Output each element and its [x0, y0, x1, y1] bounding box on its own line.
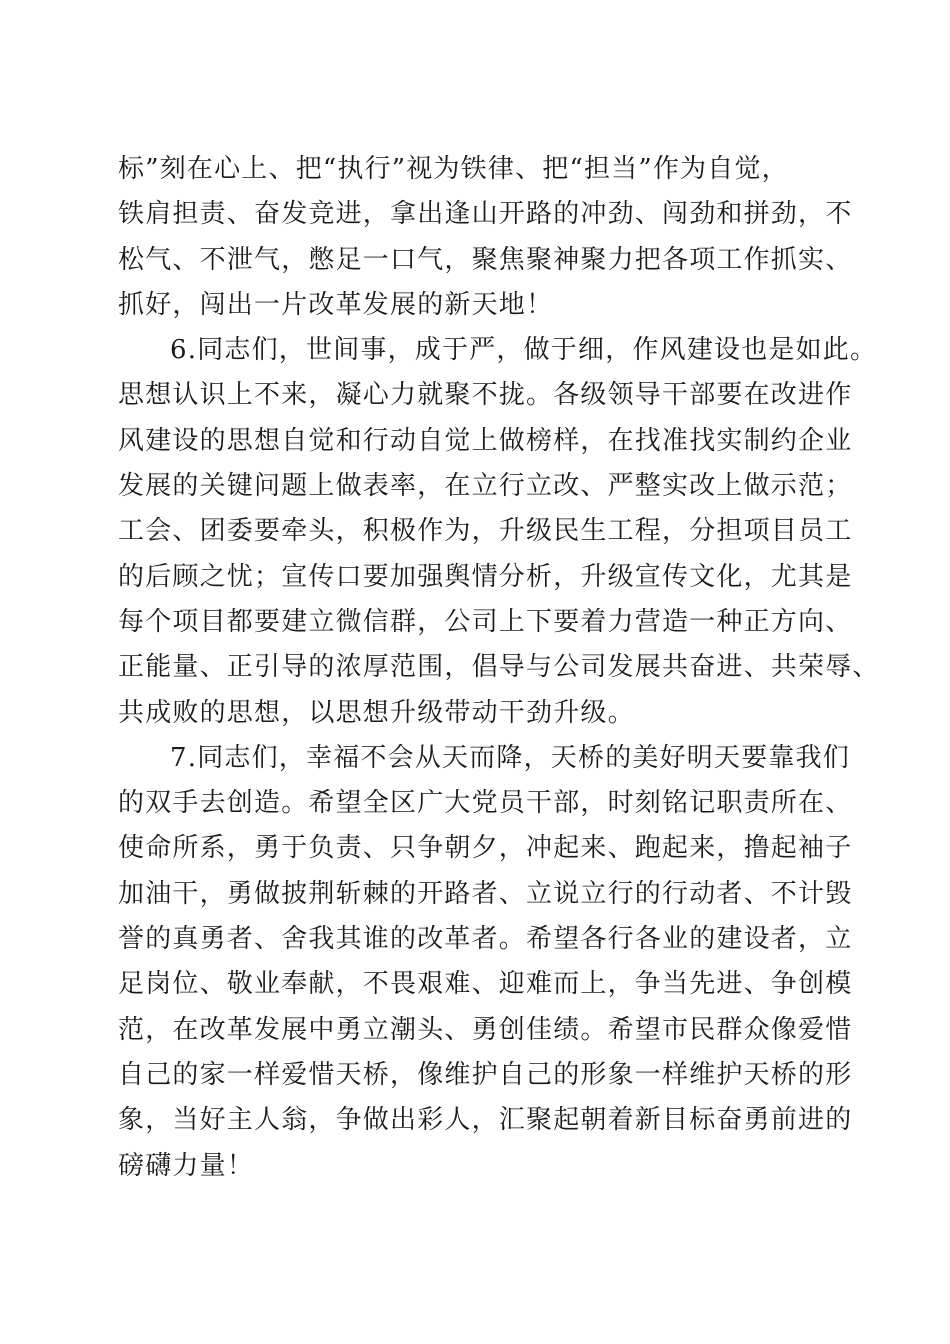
text-line: 铁肩担责、奋发竞进，拿出逢山开路的冲劲、闯劲和拼劲，不	[118, 199, 853, 230]
text-line: 的双手去创造。希望全区广大党员干部，时刻铭记职责所在、	[118, 788, 853, 819]
text-line: 工会、团委要牵头，积极作为，升级民生工程，分担项目员工	[118, 516, 853, 547]
document-body	[118, 147, 880, 1189]
text-line: 思想认识上不来，凝心力就聚不拢。各级领导干部要在改进作	[118, 380, 853, 411]
text-line: 6.同志们，世间事，成于严，做于细，作风建设也是如此。	[170, 335, 878, 366]
text-line: 每个项目都要建立微信群，公司上下要着力营造一种正方向、	[118, 606, 853, 637]
paragraph-6	[118, 328, 880, 736]
text-line: 7.同志们，幸福不会从天而降，天桥的美好明天要靠我们	[170, 742, 851, 773]
text-line: 松气、不泄气，憋足一口气，聚焦聚神聚力把各项工作抓实、	[118, 244, 853, 275]
text-line: 足岗位、敬业奉献，不畏艰难、迎难而上，争当先进、争创模	[118, 969, 853, 1000]
text-line: 发展的关键问题上做表率，在立行立改、严整实改上做示范；	[118, 471, 853, 502]
text-line: 风建设的思想自觉和行动自觉上做榜样，在找准找实制约企业	[118, 425, 853, 456]
text-line: 使命所系，勇于负责、只争朝夕，冲起来、跑起来，撸起袖子	[118, 833, 853, 864]
text-line: 的后顾之忧；宣传口要加强舆情分析，升级宣传文化，尤其是	[118, 561, 853, 592]
text-line: 抓好，闯出一片改革发展的新天地！	[118, 289, 554, 320]
text-line: 标”刻在心上、把“执行”视为铁律、把“担当”作为自觉，	[118, 154, 789, 184]
text-line: 象，当好主人翁，争做出彩人，汇聚起朝着新目标奋勇前进的	[118, 1105, 853, 1136]
text-line: 正能量、正引导的浓厚范围，倡导与公司发展共奋进、共荣辱、	[118, 652, 880, 683]
text-line: 自己的家一样爱惜天桥，像维护自己的形象一样维护天桥的形	[118, 1059, 853, 1090]
text-line: 磅礴力量！	[118, 1150, 255, 1181]
text-line: 誉的真勇者、舍我其谁的改革者。希望各行各业的建设者，立	[118, 924, 853, 955]
paragraph-continued	[118, 147, 853, 328]
text-line: 范，在改革发展中勇立潮头、勇创佳绩。希望市民群众像爱惜	[118, 1014, 853, 1045]
paragraph-7	[118, 736, 853, 1189]
text-line: 加油干，勇做披荆斩棘的开路者、立说立行的行动者、不计毁	[118, 878, 853, 909]
text-line: 共成败的思想，以思想升级带动干劲升级。	[118, 697, 635, 728]
